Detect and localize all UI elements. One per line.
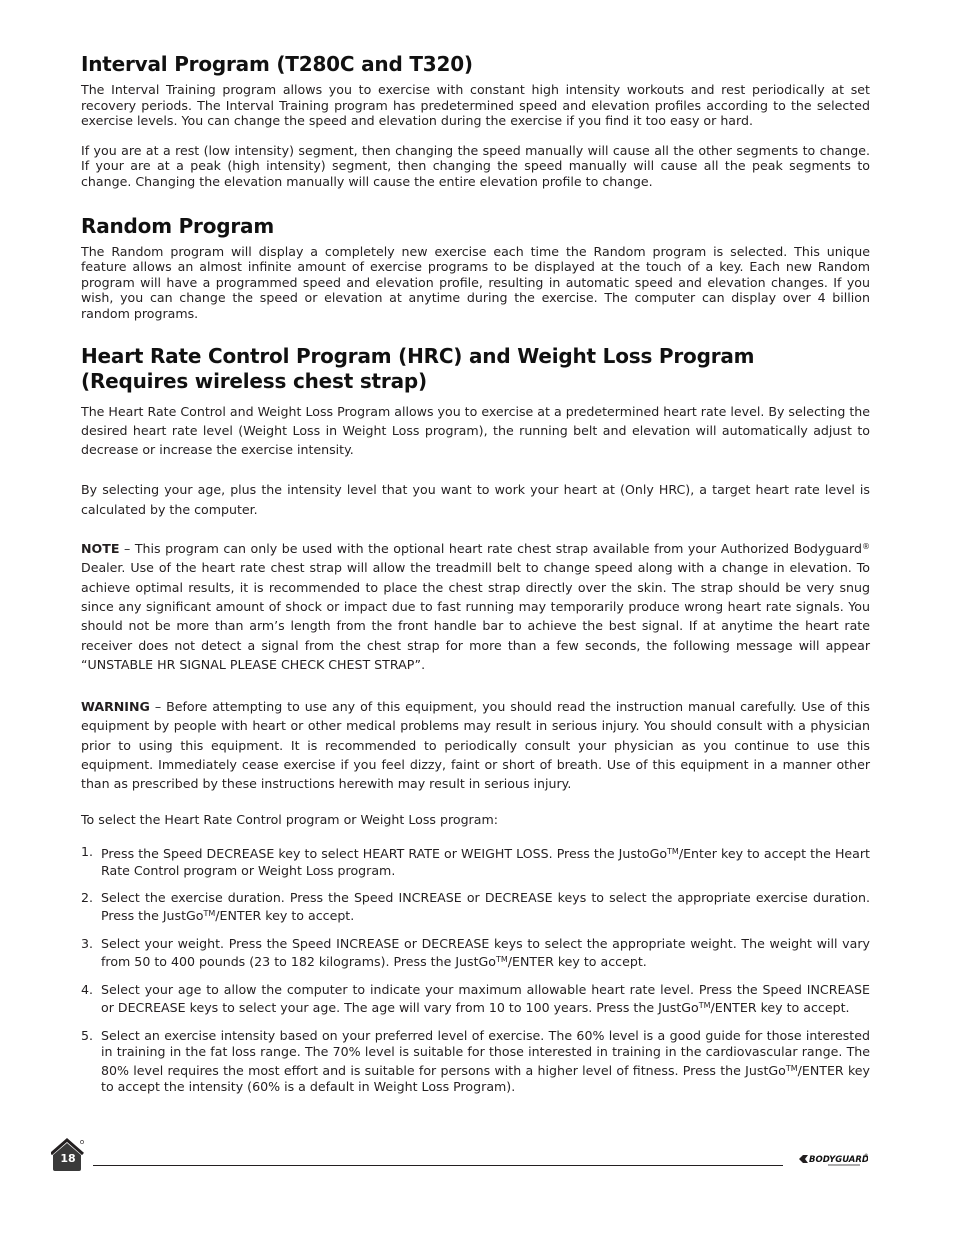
note-text-b: Dealer. Use of the heart rate chest strap will allow the treadmill belt to change speed along with a change in elevation. To achieve optimal results, it is recommended to place the chest strap directly over the skin. The strap should be very snug since any significant amount of shock or impact due to fast running may temporarily produce wrong heart rate signals. You should not be more than arm’s length from the front handle bar to achieve the best signal. If at anytime the heart rate receiver does not detect a signal from the chest strap for more than a few seconds, the following message will appear “UNSTABLE HR SIGNAL PLEASE CHECK CHEST STRAP”.: [81, 560, 870, 672]
step-text-a: Select your age to allow the computer to indicate your maximum allowable heart rate level. Press the Speed INCREASE or DECREASE keys to select your age. The age will vary from 10 to 100 years. Press the JustGo: [101, 981, 870, 1016]
brand-registered-mark: ®: [864, 1154, 868, 1159]
step-text-a: Press the Speed DECREASE key to select HEART RATE or WEIGHT LOSS. Press the JustoGo: [101, 845, 668, 861]
step-number: 5.: [81, 1027, 94, 1043]
registered-mark: ®: [862, 542, 870, 552]
random-program-section: [81, 214, 870, 322]
warning-label: WARNING: [81, 699, 150, 715]
select-intro: To select the Heart Rate Control program or Weight Loss program:: [81, 811, 498, 827]
random-program-paragraph: The Random program will display a completely new exercise each time the Random program is selected. This unique feature allows an almost infinite amount of exercise programs to be displayed at the touch of a key. Each new Random program will have a programmed speed and elevation profile, resulting in automatic speed and elevation changes. If you wish, you can change the speed or elevation at anytime during the exercise. The computer can display over 4 billion random programs.: [81, 243, 870, 321]
interval-program-paragraph-2: If you are at a rest (low intensity) segment, then changing the speed manually will cause all the other segments to change. If your are at a peak (high intensity) segment, then changing the speed manually will cause all the peak segments to change. Changing the elevation manually will cause the entire elevation profile to change.: [81, 142, 870, 189]
step-text-a: Select the exercise duration. Press the Speed INCREASE or DECREASE keys to select the appropriate exercise duration. Press the JustGo: [101, 889, 870, 924]
trademark-mark: TM: [785, 1063, 798, 1073]
brand-icon: [798, 1151, 868, 1167]
interval-program-heading: Interval Program (T280C and T320): [81, 52, 473, 76]
note-text-a: – This program can only be used with the optional heart rate chest strap available from your Authorized Bodyguard: [119, 541, 862, 557]
list-item: [81, 982, 870, 1017]
list-item: [81, 890, 870, 925]
brand-name: BODYGUARD: [809, 1155, 868, 1165]
hrc-heading-line-2: (Requires wireless chest strap): [81, 368, 427, 393]
step-number: 2.: [81, 889, 94, 905]
step-text-b: /ENTER key to accept.: [215, 908, 355, 924]
step-number: 3.: [81, 935, 94, 951]
bodyguard-logo: [798, 1151, 868, 1167]
interval-program-paragraph-1: The Interval Training program allows you to exercise with constant high intensity workouts and rest periodically at set recovery periods. The Interval Training program has predetermined speed and elevation profiles according to the selected exercise levels. You can change the speed and elevation during the exercise if you find it too easy or hard.: [81, 82, 870, 129]
document-page: [81, 52, 870, 1107]
trademark-mark: TM: [698, 1001, 711, 1011]
hrc-program-section: [81, 344, 870, 829]
random-program-heading: Random Program: [81, 213, 274, 238]
step-text-b: /ENTER key to accept.: [710, 1000, 850, 1016]
step-number: 4.: [81, 981, 94, 997]
step-text-a: Select your weight. Press the Speed INCREASE or DECREASE keys to select the appropriate weight. The weight will vary from 50 to 400 pounds (23 to 182 kilograms). Press the JustGo: [101, 935, 870, 970]
interval-program-section: [81, 52, 870, 190]
step-text-b: /ENTER key to accept the intensity (60% is a default in Weight Loss Program).: [101, 1062, 870, 1095]
warning-text: – Before attempting to use any of this equipment, you should read the instruction manual carefully. Use of this equipment by people with heart or other medical problems may result in serious injury. You should consult with a physician prior to using this equipment. It is recommended to periodically consult your physician as you continue to use this equipment. Immediately cease exercise if you feel dizzy, faint or short of breath. Use of this equipment in a manner other than as prescribed by these instructions herewith may result in serious injury.: [81, 699, 870, 792]
step-text-a: Select an exercise intensity based on your preferred level of exercise. The 60% level is a good guide for those interested in training in the fat loss range. The 70% level is suitable for those interested in training in the cardiovascular range. The 80% level requires the most effort and is suitable for persons with a higher level of fitness. Press the JustGo: [101, 1027, 870, 1078]
page-number: 18: [60, 1152, 76, 1165]
trademark-mark: TM: [496, 955, 508, 965]
note-paragraph: [81, 537, 870, 674]
trademark-mark: TM: [667, 846, 679, 856]
hrc-paragraph-2: By selecting your age, plus the intensity level that you want to work your heart at (Only HRC), a target heart rate level is calculated by the computer.: [81, 482, 870, 517]
warning-paragraph: [81, 697, 870, 793]
step-text-b: /ENTER key to accept.: [507, 954, 647, 970]
footer-rule: [93, 1165, 783, 1166]
list-item: [81, 936, 870, 971]
list-item: [81, 1028, 870, 1096]
step-text-b: /Enter key to accept the Heart Rate Control program or Weight Loss program.: [101, 845, 870, 878]
hrc-heading-line-1: Heart Rate Control Program (HRC) and Weight Loss Program: [81, 343, 755, 368]
note-label: NOTE: [81, 541, 120, 557]
hrc-program-heading: [81, 344, 870, 394]
step-number: 1.: [81, 843, 94, 859]
steps-list: [81, 843, 870, 1096]
trademark-mark: TM: [203, 909, 216, 919]
hrc-paragraph-1: The Heart Rate Control and Weight Loss Program allows you to exercise at a predetermined heart rate level. By selecting the desired heart rate level (Weight Loss in Weight Loss program), the running belt and elevation will automatically adjust to decrease or increase the exercise intensity.: [81, 403, 870, 458]
list-item: [81, 843, 870, 879]
